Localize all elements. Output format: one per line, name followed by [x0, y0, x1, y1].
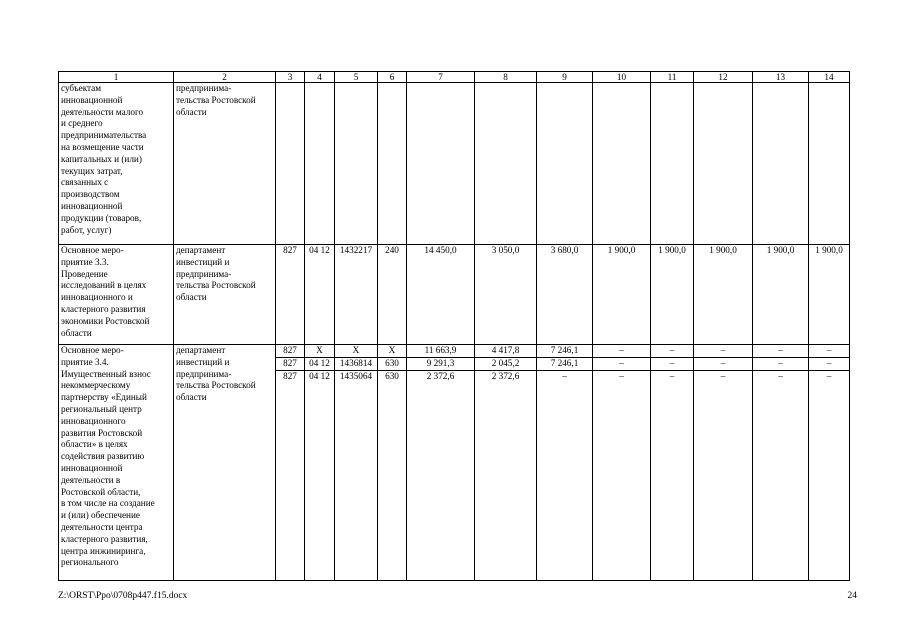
year-value-cell: –: [809, 370, 850, 580]
vr-cell: 630: [378, 357, 407, 370]
column-number: 8: [475, 72, 537, 83]
executor-cell: предпринима- тельства Ростовской области: [174, 83, 276, 245]
total-cell: 14 450,0: [407, 245, 475, 345]
executor-cell: департамент инвестиций и предпринима- тельства Ростовской области: [174, 345, 276, 581]
year-value-cell: 3 050,0: [475, 245, 537, 345]
csr-cell: 1435064: [335, 370, 378, 580]
budget-table: [58, 71, 850, 581]
year-value-cell: 1 900,0: [809, 245, 850, 345]
measure-name-cell: Основное меро- приятие 3.3. Проведение исследований в целях инновационного и кластерного развития экономики Ростовской области: [59, 245, 174, 345]
year-value-cell: –: [694, 370, 753, 580]
total-cell: 11 663,9: [407, 345, 475, 358]
year-value-cell: 4 417,8: [475, 345, 537, 358]
column-number: 4: [305, 72, 335, 83]
column-number: 13: [753, 72, 809, 83]
year-value-cell: 1 900,0: [753, 245, 809, 345]
year-value-cell: –: [593, 357, 651, 370]
vr-cell: 630: [378, 370, 407, 580]
column-number: 1: [59, 72, 174, 83]
year-value-cell: –: [651, 357, 694, 370]
measure-name-cell: субъектам инновационной деятельности малого и среднего предпринимательства на возмещение части капитальных и (или) текущих затрат, связанных с производством инновационной продукции (товаров, работ, услуг): [59, 83, 174, 245]
page-number: 24: [847, 591, 857, 601]
year-value-cell: –: [753, 357, 809, 370]
year-value-cell: 1 900,0: [651, 245, 694, 345]
grbs-cell: 827: [276, 370, 305, 580]
year-value-cell: –: [753, 345, 809, 358]
executor-cell: департамент инвестиций и предпринима- тельства Ростовской области: [174, 245, 276, 345]
year-value-cell: 2 045,2: [475, 357, 537, 370]
year-value-cell: –: [651, 370, 694, 580]
column-number: 2: [174, 72, 276, 83]
year-value-cell: –: [809, 357, 850, 370]
year-value-cell: –: [651, 345, 694, 358]
rzpr-cell: 04 12: [305, 245, 335, 345]
table-row: [59, 245, 850, 345]
measure-name-cell: Основное меро- приятие 3.4. Имущественный взнос некоммерческому партнерству «Единый региональный центр инновационного развития Ростовской области» в целях содействия развитию инновационной деятельности в Ростовской области, в том числе на создание и (или) обеспечение деятельности центра кластерного развития, центра инжиниринга, регионального: [59, 345, 174, 581]
csr-cell: Х: [335, 345, 378, 358]
column-number: 9: [537, 72, 593, 83]
year-value-cell: 3 680,0: [537, 245, 593, 345]
year-value-cell: –: [694, 345, 753, 358]
grbs-cell: 827: [276, 357, 305, 370]
year-value-cell: –: [694, 357, 753, 370]
column-number-row: [59, 72, 850, 83]
year-value-cell: 7 246,1: [537, 345, 593, 358]
year-value-cell: –: [593, 370, 651, 580]
column-number: 12: [694, 72, 753, 83]
column-number: 10: [593, 72, 651, 83]
total-cell: 2 372,6: [407, 370, 475, 580]
rzpr-cell: Х: [305, 345, 335, 358]
column-number: 5: [335, 72, 378, 83]
table-row: [59, 345, 850, 358]
year-value-cell: 1 900,0: [593, 245, 651, 345]
year-value-cell: –: [593, 345, 651, 358]
grbs-cell: 827: [276, 245, 305, 345]
year-value-cell: 7 246,1: [537, 357, 593, 370]
year-value-cell: 2 372,6: [475, 370, 537, 580]
column-number: 6: [378, 72, 407, 83]
table-row: [59, 83, 850, 245]
rzpr-cell: 04 12: [305, 357, 335, 370]
column-number: 3: [276, 72, 305, 83]
rzpr-cell: 04 12: [305, 370, 335, 580]
grbs-cell: 827: [276, 345, 305, 358]
total-cell: 9 291,3: [407, 357, 475, 370]
document-file-path: Z:\ORST\Ppo\0708p447.f15.docx: [58, 591, 188, 601]
vr-cell: 240: [378, 245, 407, 345]
year-value-cell: –: [537, 370, 593, 580]
csr-cell: 1432217: [335, 245, 378, 345]
column-number: 11: [651, 72, 694, 83]
year-value-cell: –: [753, 370, 809, 580]
year-value-cell: 1 900,0: [694, 245, 753, 345]
column-number: 14: [809, 72, 850, 83]
vr-cell: Х: [378, 345, 407, 358]
year-value-cell: –: [809, 345, 850, 358]
column-number: 7: [407, 72, 475, 83]
csr-cell: 1436814: [335, 357, 378, 370]
